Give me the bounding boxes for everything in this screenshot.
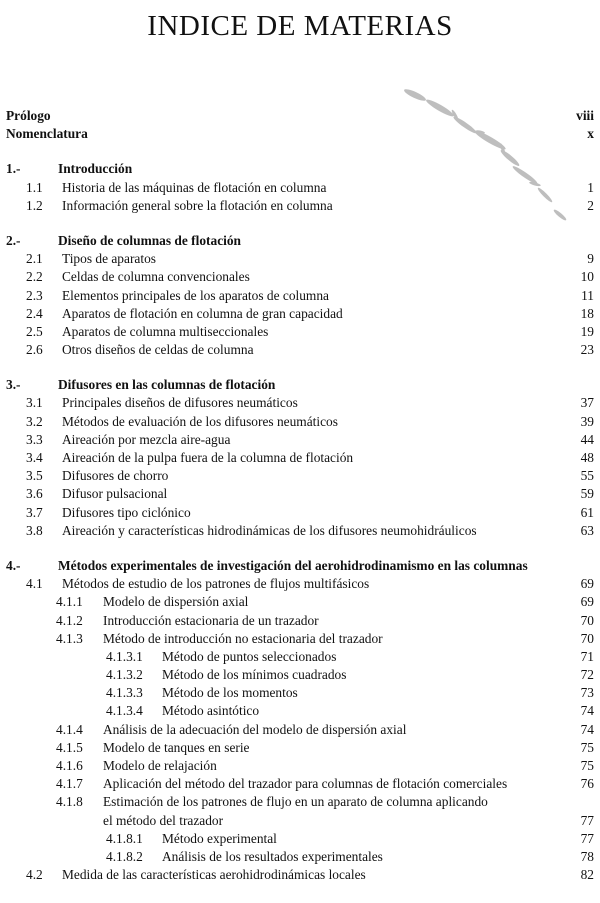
- toc-entry-page: 44: [580, 431, 594, 447]
- toc-entry: [6, 522, 594, 540]
- toc-entry-number: 4.1.5: [56, 739, 83, 755]
- toc-entry-title: Aparatos de columna multiseccionales: [62, 323, 269, 339]
- toc-entry-number: 4.1.2: [56, 612, 83, 628]
- toc-entry: [6, 179, 594, 197]
- toc-entry-title: Análisis de los resultados experimentales: [162, 848, 383, 864]
- toc-entry-page: 73: [580, 685, 594, 701]
- toc-entry-page: 10: [580, 269, 594, 285]
- toc-entry-title: Aireación por mezcla aire-agua: [62, 431, 231, 447]
- toc-entry: [6, 504, 594, 522]
- toc-entry-number: 3.4: [26, 450, 43, 465]
- toc-entry-title: Método de los mínimos cuadrados: [162, 667, 347, 683]
- toc-entry: [6, 612, 594, 630]
- toc-entry-title: Modelo de relajación: [103, 758, 217, 773]
- toc-entry-number: 4.1.6: [56, 758, 83, 773]
- toc-entry-title: Tipos de aparatos: [62, 251, 156, 267]
- table-of-contents: [6, 107, 594, 884]
- toc-entry-title: Medida de las características aerohidrodinámicas locales: [62, 867, 366, 883]
- toc-entry-page: 74: [580, 703, 594, 719]
- toc-entry-number: 2.-: [6, 232, 21, 248]
- toc-entry-page: 39: [580, 413, 594, 429]
- toc-entry-page: 74: [580, 721, 594, 737]
- page-title: INDICE DE MATERIAS: [147, 10, 453, 42]
- toc-entry-title: Celdas de columna convencionales: [62, 269, 250, 285]
- toc-entry-page: 77: [580, 812, 594, 828]
- toc-entry: [6, 394, 594, 412]
- toc-entry-page: 82: [580, 867, 594, 883]
- toc-entry: [6, 125, 594, 143]
- toc-entry: [6, 107, 594, 125]
- toc-entry-title: Método asintótico: [162, 703, 260, 719]
- toc-entry-number: 3.3: [26, 431, 43, 447]
- toc-entry-number: 2.6: [26, 342, 43, 358]
- toc-entry-number: 4.-: [6, 557, 21, 573]
- toc-chapter-heading: [6, 557, 594, 575]
- toc-entry: [6, 575, 594, 593]
- toc-entry-page: 69: [580, 594, 594, 610]
- toc-entry-number: 2.3: [26, 287, 43, 303]
- toc-entry: [6, 197, 594, 215]
- toc-entry-number: 3.-: [6, 377, 21, 393]
- toc-entry-page: x: [587, 126, 594, 142]
- toc-entry: [6, 268, 594, 286]
- toc-entry-number: 2.2: [26, 269, 43, 285]
- toc-entry-number: 2.4: [26, 305, 43, 321]
- toc-entry-number: 4.1.3.4: [106, 703, 143, 719]
- toc-entry-title: Difusores en las columnas de flotación: [58, 377, 276, 393]
- toc-entry-page: 19: [580, 323, 594, 339]
- toc-entry-title: Métodos de estudio de los patrones de flujos multifásicos: [62, 576, 370, 592]
- toc-entry-title: Otros diseños de celdas de columna: [62, 342, 254, 358]
- toc-entry: [6, 866, 594, 884]
- toc-entry: [6, 287, 594, 305]
- toc-entry-page: 48: [580, 450, 594, 465]
- toc-entry-number: 4.1.3.3: [106, 685, 143, 701]
- toc-entry-page: 23: [580, 342, 594, 358]
- toc-entry-title: el método del trazador: [103, 812, 224, 828]
- toc-entry-title: Principales diseños de difusores neumáticos: [62, 395, 298, 411]
- toc-chapter-heading: [6, 160, 594, 178]
- toc-entry-number: 4.1.7: [56, 776, 83, 792]
- toc-entry: [6, 593, 594, 611]
- toc-entry-page: 71: [580, 648, 594, 664]
- toc-entry: [6, 305, 594, 323]
- toc-entry: [6, 702, 594, 720]
- toc-entry-title: Método de introducción no estacionaria del trazador: [103, 630, 383, 646]
- toc-entry-title: Aireación de la pulpa fuera de la columna de flotación: [62, 450, 354, 465]
- toc-entry-title: Métodos de evaluación de los difusores neumáticos: [62, 413, 338, 429]
- toc-entry-title: Difusor pulsacional: [62, 486, 168, 502]
- toc-chapter-heading: [6, 232, 594, 250]
- toc-entry-number: 1.1: [26, 179, 43, 195]
- section-gap: [6, 540, 594, 557]
- toc-entry-number: 3.5: [26, 468, 43, 484]
- toc-entry-title: Aireación y características hidrodinámicas de los difusores neumohidráulicos: [62, 522, 477, 538]
- toc-entry: [6, 467, 594, 485]
- toc-entry-title: Estimación de los patrones de flujo en un aparato de columna aplicando: [103, 794, 488, 810]
- toc-entry-title: Historia de las máquinas de flotación en columna: [62, 179, 327, 195]
- toc-entry-number: 4.1.1: [56, 594, 83, 610]
- toc-entry-number: 4.2: [26, 867, 43, 883]
- toc-entry: [6, 630, 594, 648]
- toc-entry-page: 59: [580, 486, 594, 502]
- toc-entry-page: 78: [580, 848, 594, 864]
- toc-entry-page: 75: [580, 739, 594, 755]
- toc-entry: [6, 323, 594, 341]
- toc-entry: [6, 341, 594, 359]
- toc-entry-number: 4.1.3: [56, 630, 83, 646]
- toc-entry: [6, 775, 594, 793]
- toc-entry-page: 18: [580, 305, 594, 321]
- toc-entry-page: 11: [581, 287, 594, 303]
- toc-entry-title: Introducción: [58, 161, 133, 177]
- toc-entry-page: 1: [587, 179, 594, 195]
- toc-entry-page: 9: [587, 251, 594, 267]
- toc-entry-title: Difusores tipo ciclónico: [62, 504, 191, 520]
- toc-entry-page: 76: [580, 776, 594, 792]
- toc-entry-page: 72: [580, 667, 594, 683]
- toc-entry-title: Modelo de dispersión axial: [103, 594, 249, 610]
- toc-entry-title: Difusores de chorro: [62, 468, 169, 484]
- toc-entry-title: Método de puntos seleccionados: [162, 648, 337, 664]
- toc-entry-title: Prólogo: [6, 108, 51, 123]
- toc-entry-number: 4.1.3.1: [106, 648, 143, 664]
- toc-entry-number: 3.1: [26, 395, 43, 411]
- toc-entry: [6, 250, 594, 268]
- toc-entry-title: Método de los momentos: [162, 685, 298, 701]
- toc-entry: [6, 721, 594, 739]
- toc-entry-title: Elementos principales de los aparatos de columna: [62, 287, 329, 303]
- toc-entry-title: Introducción estacionaria de un trazador: [103, 612, 319, 628]
- toc-entry-title: Análisis de la adecuación del modelo de dispersión axial: [103, 721, 407, 737]
- toc-entry-number: 3.6: [26, 486, 43, 502]
- toc-entry-page: 70: [580, 612, 594, 628]
- toc-entry: [6, 485, 594, 503]
- toc-entry-number: 3.2: [26, 413, 43, 429]
- toc-chapter-heading: [6, 376, 594, 394]
- toc-entry-number: 3.7: [26, 504, 43, 520]
- toc-entry-number: 4.1.8.2: [106, 848, 143, 864]
- toc-entry-title: Diseño de columnas de flotación: [58, 232, 242, 248]
- toc-entry-page: 37: [580, 395, 594, 411]
- toc-entry-title: Modelo de tanques en serie: [103, 739, 250, 755]
- toc-entry-title: Aparatos de flotación en columna de gran capacidad: [62, 305, 343, 321]
- toc-entry-title: Aplicación del método del trazador para columnas de flotación comerciales: [103, 776, 508, 792]
- toc-entry-page: 61: [580, 504, 594, 520]
- toc-entry-page: 77: [580, 830, 594, 846]
- toc-entry-number: 1.2: [26, 197, 43, 213]
- toc-entry: [6, 449, 594, 467]
- toc-entry-number: 2.5: [26, 323, 43, 339]
- section-gap: [6, 215, 594, 232]
- toc-entry-title: Nomenclatura: [6, 126, 88, 142]
- toc-entry-title: Información general sobre la flotación en columna: [62, 197, 333, 213]
- toc-entry-page: viii: [576, 108, 594, 123]
- section-gap: [6, 143, 594, 160]
- toc-entry-page: 70: [580, 630, 594, 646]
- toc-entry: [6, 413, 594, 431]
- toc-entry-number: 4.1.4: [56, 721, 83, 737]
- toc-entry: [6, 739, 594, 757]
- toc-entry-title: Método experimental: [162, 830, 277, 846]
- toc-entry-number: 4.1.3.2: [106, 667, 143, 683]
- toc-entry-page: 2: [587, 197, 594, 213]
- toc-entry: [6, 757, 594, 775]
- toc-entry-page: 75: [580, 758, 594, 773]
- toc-entry: [6, 684, 594, 702]
- toc-entry-number: 1.-: [6, 161, 21, 177]
- toc-entry-number: 4.1.8.1: [106, 830, 143, 846]
- toc-entry-number: 4.1.8: [56, 794, 83, 810]
- toc-entry: [6, 666, 594, 684]
- toc-entry: [6, 830, 594, 848]
- toc-entry-number: 4.1: [26, 576, 43, 592]
- toc-entry: [6, 812, 594, 830]
- toc-entry: [6, 848, 594, 866]
- section-gap: [6, 359, 594, 376]
- toc-entry-number: 3.8: [26, 522, 43, 538]
- toc-entry-page: 63: [580, 522, 594, 538]
- toc-entry: [6, 648, 594, 666]
- toc-entry: [6, 793, 594, 811]
- toc-entry-page: 69: [580, 576, 594, 592]
- toc-entry-page: 55: [580, 468, 594, 484]
- toc-entry-number: 2.1: [26, 251, 43, 267]
- toc-entry: [6, 431, 594, 449]
- toc-entry-title: Métodos experimentales de investigación del aerohidrodinamismo en las columnas: [58, 557, 528, 573]
